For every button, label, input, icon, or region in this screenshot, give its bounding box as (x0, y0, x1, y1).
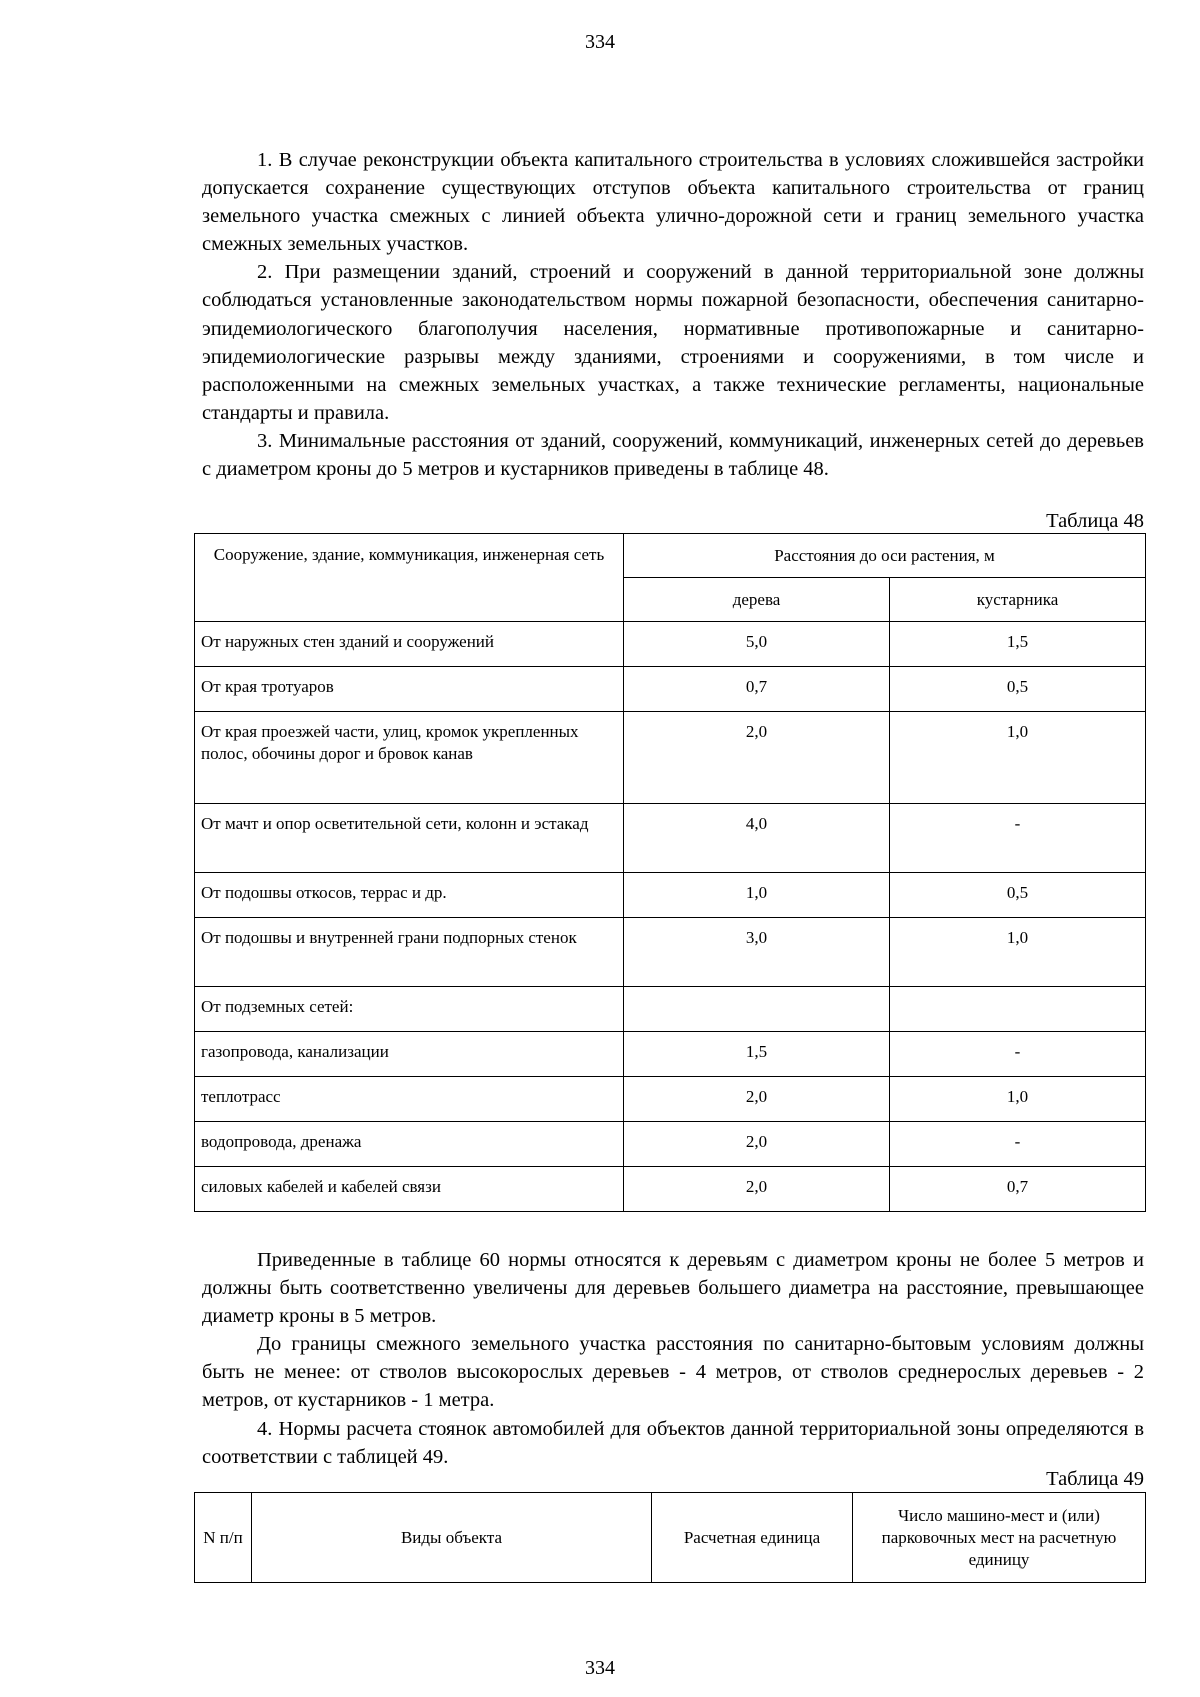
row-tree-value: 2,0 (624, 712, 890, 804)
page-number-bottom: 334 (585, 1657, 615, 1679)
table-49-header-number: N п/п (195, 1493, 252, 1583)
table-row (195, 1167, 1146, 1212)
row-tree-value: 4,0 (624, 804, 890, 873)
row-shrub-value: - (890, 804, 1146, 873)
paragraph: До границы смежного земельного участка расстояния по санитарно-бытовым условиям должны быть не менее: от стволов высокорослых деревьев - 4 метров, от стволов среднерослых деревьев - 2 метров, от кустарников - 1 метра. (202, 1333, 1144, 1412)
table-48-header-structure: Сооружение, здание, коммуникация, инженерная сеть (195, 534, 624, 622)
table-49-header-object-type: Виды объекта (252, 1493, 652, 1583)
row-tree-value: 1,0 (624, 873, 890, 918)
row-shrub-value: 0,5 (890, 667, 1146, 712)
row-name: силовых кабелей и кабелей связи (195, 1167, 624, 1212)
row-name: От подошвы и внутренней грани подпорных стенок (195, 918, 624, 987)
table-row (195, 918, 1146, 987)
table-row (195, 804, 1146, 873)
table-row (195, 873, 1146, 918)
row-name: теплотрасс (195, 1077, 624, 1122)
table-row (195, 712, 1146, 804)
row-name: От края тротуаров (195, 667, 624, 712)
paragraph: 3. Минимальные расстояния от зданий, сооружений, коммуникаций, инженерных сетей до деревьев с диаметром кроны до 5 метров и кустарников приведены в таблице 48. (202, 429, 1144, 481)
paragraph: Приведенные в таблице 60 нормы относятся к деревьям с диаметром кроны не более 5 метров и должны быть соответственно увеличены для деревьев большего диаметра на расстояние, превышающее диаметр кроны в 5 метров. (202, 1249, 1144, 1328)
row-tree-value: 2,0 (624, 1122, 890, 1167)
table-48-header-distance: Расстояния до оси растения, м (624, 534, 1146, 578)
table-48-header-shrub: кустарника (890, 578, 1146, 622)
page-number-top: 334 (585, 31, 615, 53)
text-block-top (202, 146, 1144, 483)
table-48-caption: Таблица 48 (1046, 510, 1144, 532)
table-row (195, 1077, 1146, 1122)
row-shrub-value: 1,0 (890, 918, 1146, 987)
paragraph: 4. Нормы расчета стоянок автомобилей для объектов данной территориальной зоны определяются в соответствии с таблицей 49. (202, 1417, 1144, 1468)
table-48-header-tree: дерева (624, 578, 890, 622)
table-row (195, 1032, 1146, 1077)
row-tree-value: 1,5 (624, 1032, 890, 1077)
row-tree-value: 2,0 (624, 1077, 890, 1122)
row-tree-value: 2,0 (624, 1167, 890, 1212)
table-row (195, 667, 1146, 712)
row-name: водопровода, дренажа (195, 1122, 624, 1167)
row-shrub-value: 0,7 (890, 1167, 1146, 1212)
row-name: газопровода, канализации (195, 1032, 624, 1077)
table-49-caption: Таблица 49 (1046, 1468, 1144, 1490)
table-row (195, 622, 1146, 667)
table-49-header-unit: Расчетная единица (652, 1493, 853, 1583)
row-shrub-value: 1,0 (890, 712, 1146, 804)
row-shrub-value: 0,5 (890, 873, 1146, 918)
table-row (195, 1122, 1146, 1167)
paragraph: 1. В случае реконструкции объекта капитального строительства в условиях сложившейся застройки допускается сохранение существующих отступов объекта капитального строительства от границ земельного участка смежных с линией объекта улично-дорожной сети и границ земельного участка смежных земельных участков. (202, 149, 1144, 256)
row-shrub-value: - (890, 1122, 1146, 1167)
row-tree-value: 5,0 (624, 622, 890, 667)
table-49-header-parking-spaces: Число машино-мест и (или) парковочных мест на расчетную единицу (853, 1493, 1146, 1583)
row-shrub-value: 1,0 (890, 1077, 1146, 1122)
row-shrub-value: - (890, 1032, 1146, 1077)
row-shrub-value: 1,5 (890, 622, 1146, 667)
row-name: От наружных стен зданий и сооружений (195, 622, 624, 667)
table-row (195, 987, 1146, 1032)
row-name: От подошвы откосов, террас и др. (195, 873, 624, 918)
row-name: От подземных сетей: (195, 987, 624, 1032)
row-tree-value: 3,0 (624, 918, 890, 987)
row-tree-value (624, 987, 890, 1032)
row-name: От мачт и опор осветительной сети, колонн и эстакад (195, 804, 624, 873)
text-block-bottom (202, 1246, 1144, 1471)
table-49 (194, 1492, 1146, 1583)
table-48 (194, 533, 1146, 1212)
row-name: От края проезжей части, улиц, кромок укрепленных полос, обочины дорог и бровок канав (195, 712, 624, 804)
row-shrub-value (890, 987, 1146, 1032)
paragraph: 2. При размещении зданий, строений и сооружений в данной территориальной зоне должны соблюдаться установленные законодательством нормы пожарной безопасности, обеспечения санитарно-эпидемиологического благополучия населения, нормативные противопожарные и санитарно-эпидемиологические разрывы между зданиями, строениями и сооружениями, в том числе и расположенными на смежных земельных участках, а также технические регламенты, национальные стандарты и правила. (202, 261, 1144, 424)
row-tree-value: 0,7 (624, 667, 890, 712)
